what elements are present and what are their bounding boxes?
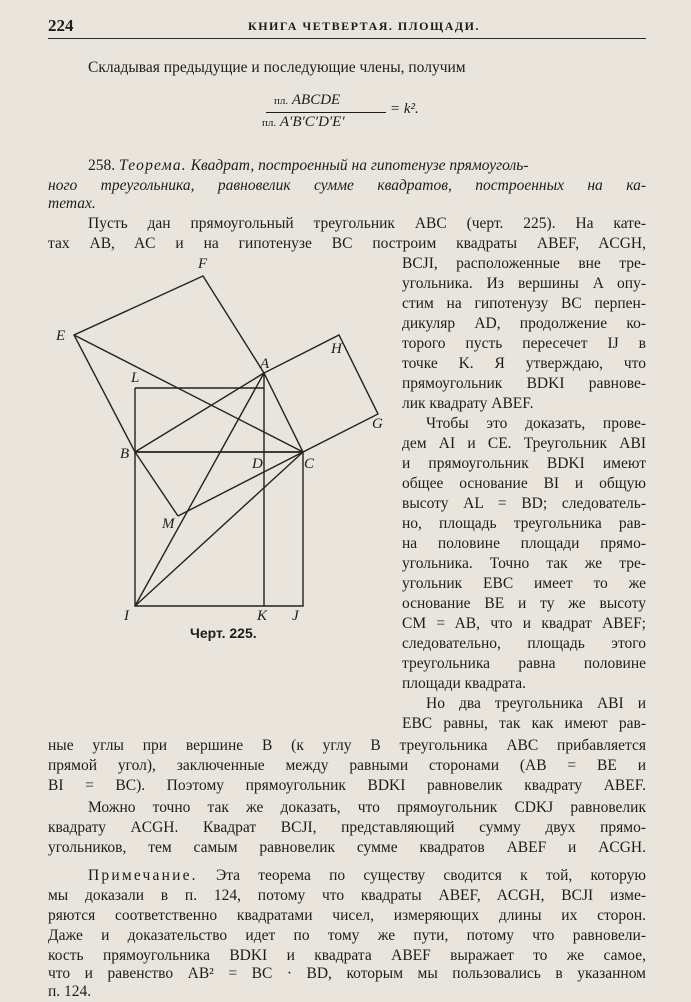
note-line: что и равенство AB² = BC · BD, которым мы пользовались в указанном xyxy=(48,965,646,982)
proof-line: угольника. Точно так же тре- xyxy=(402,555,646,572)
proof-line: BI = BC). Поэтому прямоугольник BDKI равновелик квадрату ABEF. xyxy=(48,777,646,794)
intro-text: Складывая предыдущие и последующие члены, получим xyxy=(88,59,466,76)
proof-line: CM = AB, что и квадрат ABEF; xyxy=(402,615,646,632)
note-label: Примечание. xyxy=(88,867,198,884)
diagonal-ic xyxy=(135,452,303,606)
label-j: J xyxy=(292,608,299,624)
proof-line: площади квадрата. xyxy=(402,675,527,692)
proof-line: Чтобы это доказать, прове- xyxy=(426,415,646,432)
proof-line: EBC равны, так как имеют рав- xyxy=(402,715,646,732)
segment-ce xyxy=(74,335,303,452)
proof-line: общее основание BI и общую xyxy=(402,475,646,492)
pythagorean-figure xyxy=(48,248,398,628)
theorem-line-2: ного треугольника, равновелик сумме квадратов, построенных на ка- xyxy=(48,177,646,194)
proof-line: стим на гипотенузу BC перпен- xyxy=(402,295,646,312)
proof-line: угольника. Из вершины A опу- xyxy=(402,275,646,292)
proof-line: прямоугольник BDKI равнове- xyxy=(402,375,646,392)
label-m: M xyxy=(162,516,175,532)
label-e: E xyxy=(56,328,66,344)
theorem-line-3: тетах. xyxy=(48,195,96,212)
label-a: A xyxy=(260,356,270,372)
note-line: кость прямоугольника BDKI и квадрата ABEF выражает то же самое, xyxy=(48,947,646,964)
label-i: I xyxy=(124,608,129,624)
formula-denominator: пл. A′B′C′D′E′ xyxy=(262,114,345,130)
segment-mc xyxy=(178,452,303,516)
proof-line: лик квадрату ABEF. xyxy=(402,395,534,412)
theorem-title: Теорема. xyxy=(119,157,187,174)
proof-line: угольник EBC имеет то же xyxy=(402,575,646,592)
proof-line: точке K. Я утверждаю, что xyxy=(402,355,646,372)
figure-caption: Черт. 225. xyxy=(190,625,257,641)
proof-line: ные углы при вершине B (к углу B треугольника ABC прибавляется xyxy=(48,737,646,754)
note-line: мы доказали в п. 124, потому что квадраты ABEF, ACGH, BCJI изме- xyxy=(48,887,646,904)
label-d: D xyxy=(252,456,263,472)
segment-ai xyxy=(135,373,264,606)
proof-line: на половине площади прямо- xyxy=(402,535,646,552)
label-k: K xyxy=(257,608,268,624)
page-header xyxy=(48,14,646,39)
theorem-heading xyxy=(88,156,528,176)
label-h: H xyxy=(331,341,342,357)
note-line: п. 124. xyxy=(48,983,92,1000)
proof-line: основание BE и ту же высоту xyxy=(402,595,646,612)
proof-line: квадрату ACGH. Квадрат BCJI, представляющий сумму двух прямо- xyxy=(48,819,646,836)
theorem-number: 258. xyxy=(88,157,116,174)
note-line-1: Примечание. Эта теорема по существу сводится к той, которую xyxy=(88,867,646,884)
theorem-line-1: Квадрат, построенный на гипотенузе прямоуголь- xyxy=(190,157,529,174)
fraction-bar xyxy=(266,112,386,113)
ratio-formula xyxy=(262,92,462,136)
proof-line: торого пусть пересечет IJ в xyxy=(402,335,646,352)
formula-numerator: пл. ABCDE xyxy=(274,92,341,108)
proof-line: следовательно, площадь этого xyxy=(402,635,646,652)
proof-line: прямой угол), заключенные между равными сторонами (AB = BE и xyxy=(48,757,646,774)
proof-line: угольников, тем самым равновелик сумме квадратов ABEF и ACGH. xyxy=(48,839,646,856)
proof-line: дем AI и CE. Треугольник ABI xyxy=(402,435,646,452)
label-g: G xyxy=(372,416,383,432)
proof-line: Но два треугольника ABI и xyxy=(426,695,646,712)
proof-line: BCJI, расположенные вне тре- xyxy=(402,255,646,272)
label-b: B xyxy=(120,446,130,462)
segment-bm xyxy=(135,452,178,516)
label-f: F xyxy=(198,256,208,272)
note-line: ряются соответственно квадратами чисел, измеряющих длины их сторон. xyxy=(48,907,646,924)
proof-line: и прямоугольник BDKI имеют xyxy=(402,455,646,472)
proof-line: дикуляр AD, продолжение ко- xyxy=(402,315,646,332)
proof-line: Можно точно так же доказать, что прямоугольник CDKJ равновелик xyxy=(88,799,646,816)
proof-line: высоту AL = BD; следователь- xyxy=(402,495,646,512)
formula-rhs: = k². xyxy=(390,101,419,117)
page-number: 224 xyxy=(48,16,74,35)
proof-line: треугольника равна половине xyxy=(402,655,646,672)
running-head: КНИГА ЧЕТВЕРТАЯ. ПЛОЩАДИ. xyxy=(248,19,480,33)
note-line: Даже и доказательство идет по тому же пути, потому что равновели- xyxy=(48,927,646,944)
label-c: C xyxy=(304,456,315,472)
proof-line: Пусть дан прямоугольный треугольник ABC (черт. 225). На кате- xyxy=(88,215,646,232)
proof-line: но, площадь треугольника рав- xyxy=(402,515,646,532)
proof-line: тах AB, AC и на гипотенузе BC построим квадраты ABEF, ACGH, xyxy=(48,235,646,252)
square-acgh xyxy=(264,335,378,452)
label-l: L xyxy=(131,370,140,386)
